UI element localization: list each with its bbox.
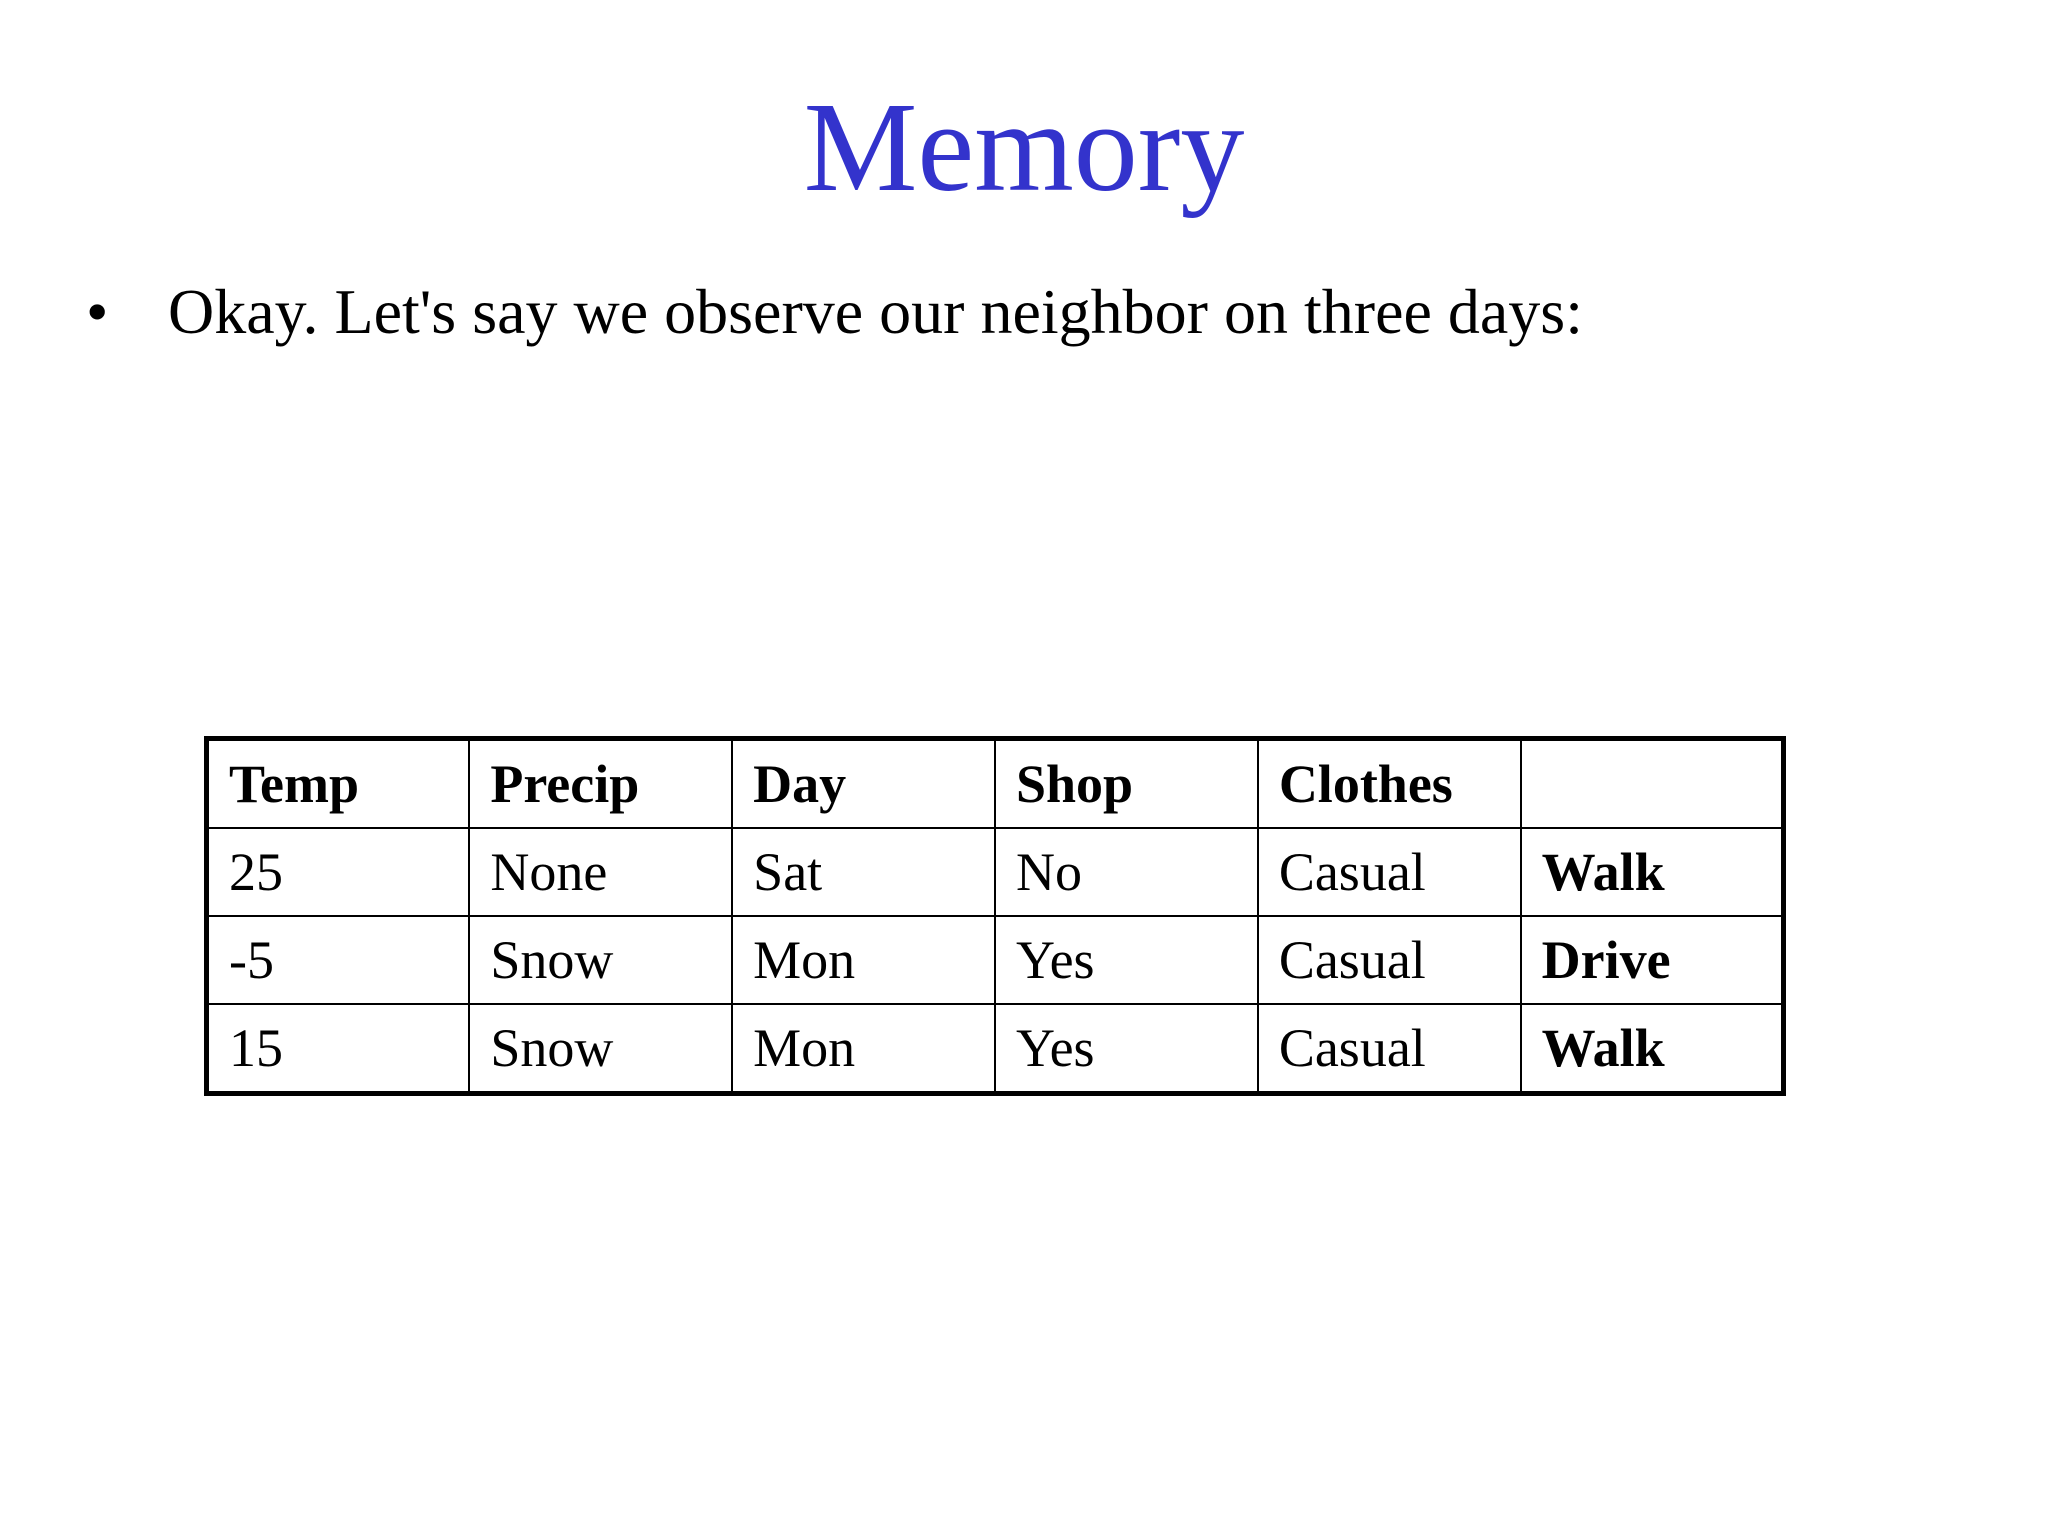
header-outcome: [1521, 739, 1784, 829]
cell-precip: Snow: [469, 1004, 732, 1094]
cell-outcome: Walk: [1521, 828, 1784, 916]
cell-day: Sat: [732, 828, 995, 916]
cell-outcome: Drive: [1521, 916, 1784, 1004]
slide-title: Memory: [803, 76, 1245, 218]
cell-temp: 15: [207, 1004, 470, 1094]
cell-clothes: Casual: [1258, 1004, 1521, 1094]
bullet-text: Okay. Let's say we observe our neighbor on three days:: [168, 276, 1583, 347]
header-shop: Shop: [995, 739, 1258, 829]
bullet-dot: •: [86, 276, 109, 347]
header-temp: Temp: [207, 739, 470, 829]
cell-outcome: Walk: [1521, 1004, 1784, 1094]
table-header-row: [207, 739, 1784, 829]
cell-precip: Snow: [469, 916, 732, 1004]
cell-shop: Yes: [995, 1004, 1258, 1094]
observations-table: [204, 736, 1786, 1096]
cell-temp: -5: [207, 916, 470, 1004]
cell-precip: None: [469, 828, 732, 916]
table-row: [207, 828, 1784, 916]
cell-day: Mon: [732, 916, 995, 1004]
header-day: Day: [732, 739, 995, 829]
table-row: [207, 916, 1784, 1004]
cell-day: Mon: [732, 1004, 995, 1094]
bullet-item: [86, 272, 1986, 352]
cell-clothes: Casual: [1258, 916, 1521, 1004]
header-precip: Precip: [469, 739, 732, 829]
table-row: [207, 1004, 1784, 1094]
cell-shop: Yes: [995, 916, 1258, 1004]
cell-shop: No: [995, 828, 1258, 916]
cell-clothes: Casual: [1258, 828, 1521, 916]
cell-temp: 25: [207, 828, 470, 916]
header-clothes: Clothes: [1258, 739, 1521, 829]
